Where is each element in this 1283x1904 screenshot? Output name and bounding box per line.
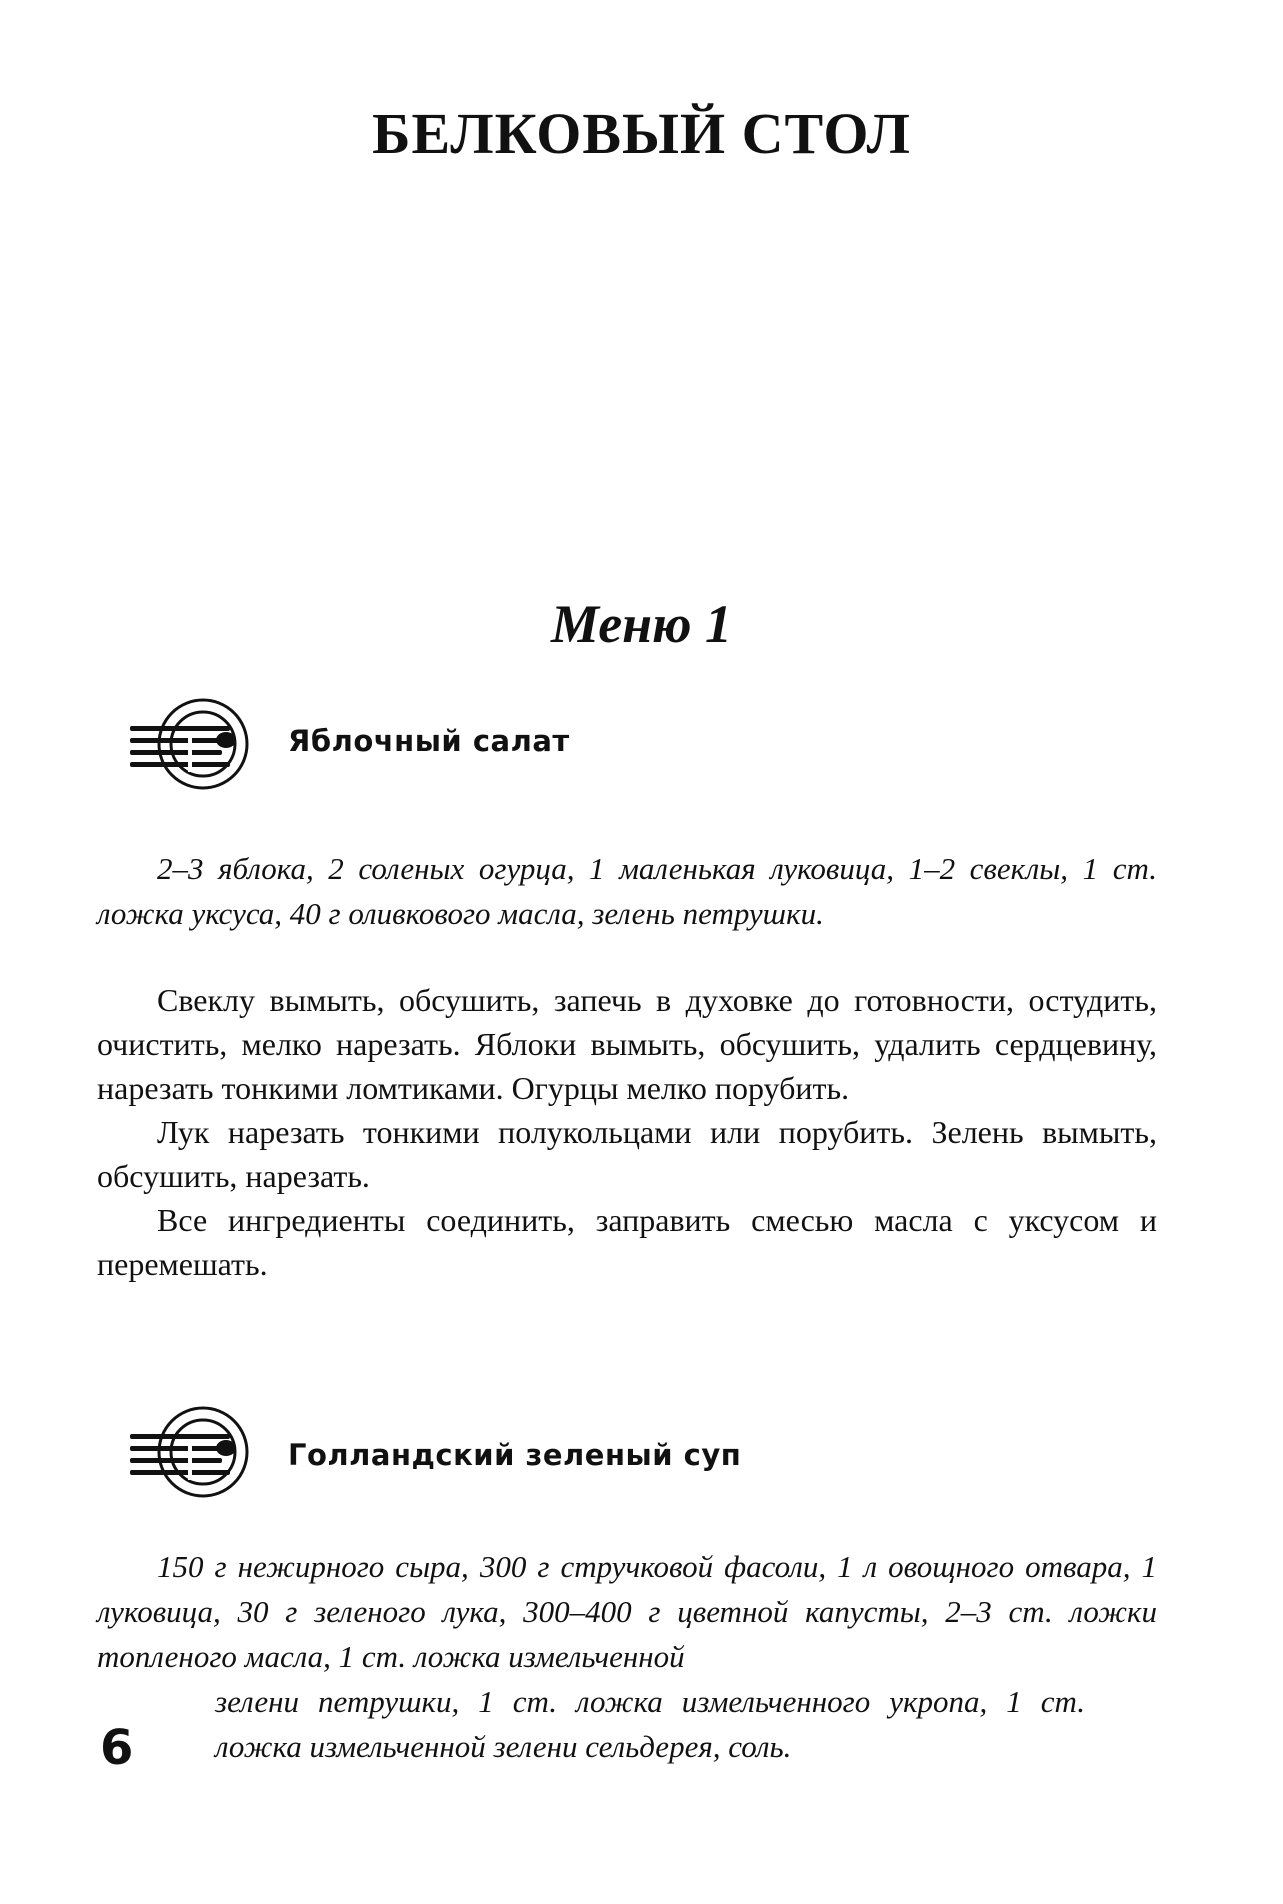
recipe-header-dutch-green-soup xyxy=(128,1404,928,1504)
chapter-title: БЕЛКОВЫЙ СТОЛ xyxy=(372,101,911,166)
plate-cutlery-icon xyxy=(128,1404,258,1504)
ingredients-list: 2–3 яблока, 2 соленых огурца, 1 маленькая луковица, 1–2 свеклы, 1 ст. ложка уксуса, 40 г оливкового масла, зелень петрушки. xyxy=(97,851,1157,931)
plate-cutlery-icon xyxy=(128,696,258,796)
ingredients-list-continued: зелени петрушки, 1 ст. ложка измельченного укропа, 1 ст. ложка измельченной зелени сельдерея, соль. xyxy=(215,1684,1085,1764)
ingredients-list: 150 г нежирного сыра, 300 г стручковой фасоли, 1 л овощного отвара, 1 луковица, 30 г зеленого лука, 300–400 г цветной капусты, 2–3 ст. ложки топленого масла, 1 ст. ложка измельченной xyxy=(97,1549,1157,1674)
method-paragraph: Все ингредиенты соединить, заправить смесью масла с уксусом и перемешать. xyxy=(97,1202,1157,1282)
method-paragraph: Лук нарезать тонкими полукольцами или порубить. Зелень вымыть, обсушить, нарезать. xyxy=(97,1114,1157,1194)
page-number: 6 xyxy=(100,1720,134,1776)
recipe-method xyxy=(97,978,1157,1286)
recipe-title: Яблочный салат xyxy=(288,724,570,758)
recipe-header-apple-salad xyxy=(128,696,828,796)
recipe-title: Голландский зеленый суп xyxy=(288,1438,742,1472)
method-paragraph: Свеклу вымыть, обсушить, запечь в духовке до готовности, остудить, очистить, мелко нарезать. Яблоки вымыть, обсушить, удалить сердцевину, нарезать тонкими ломтиками. Огурцы мелко порубить. xyxy=(97,982,1157,1106)
menu-title: Меню 1 xyxy=(550,594,733,654)
